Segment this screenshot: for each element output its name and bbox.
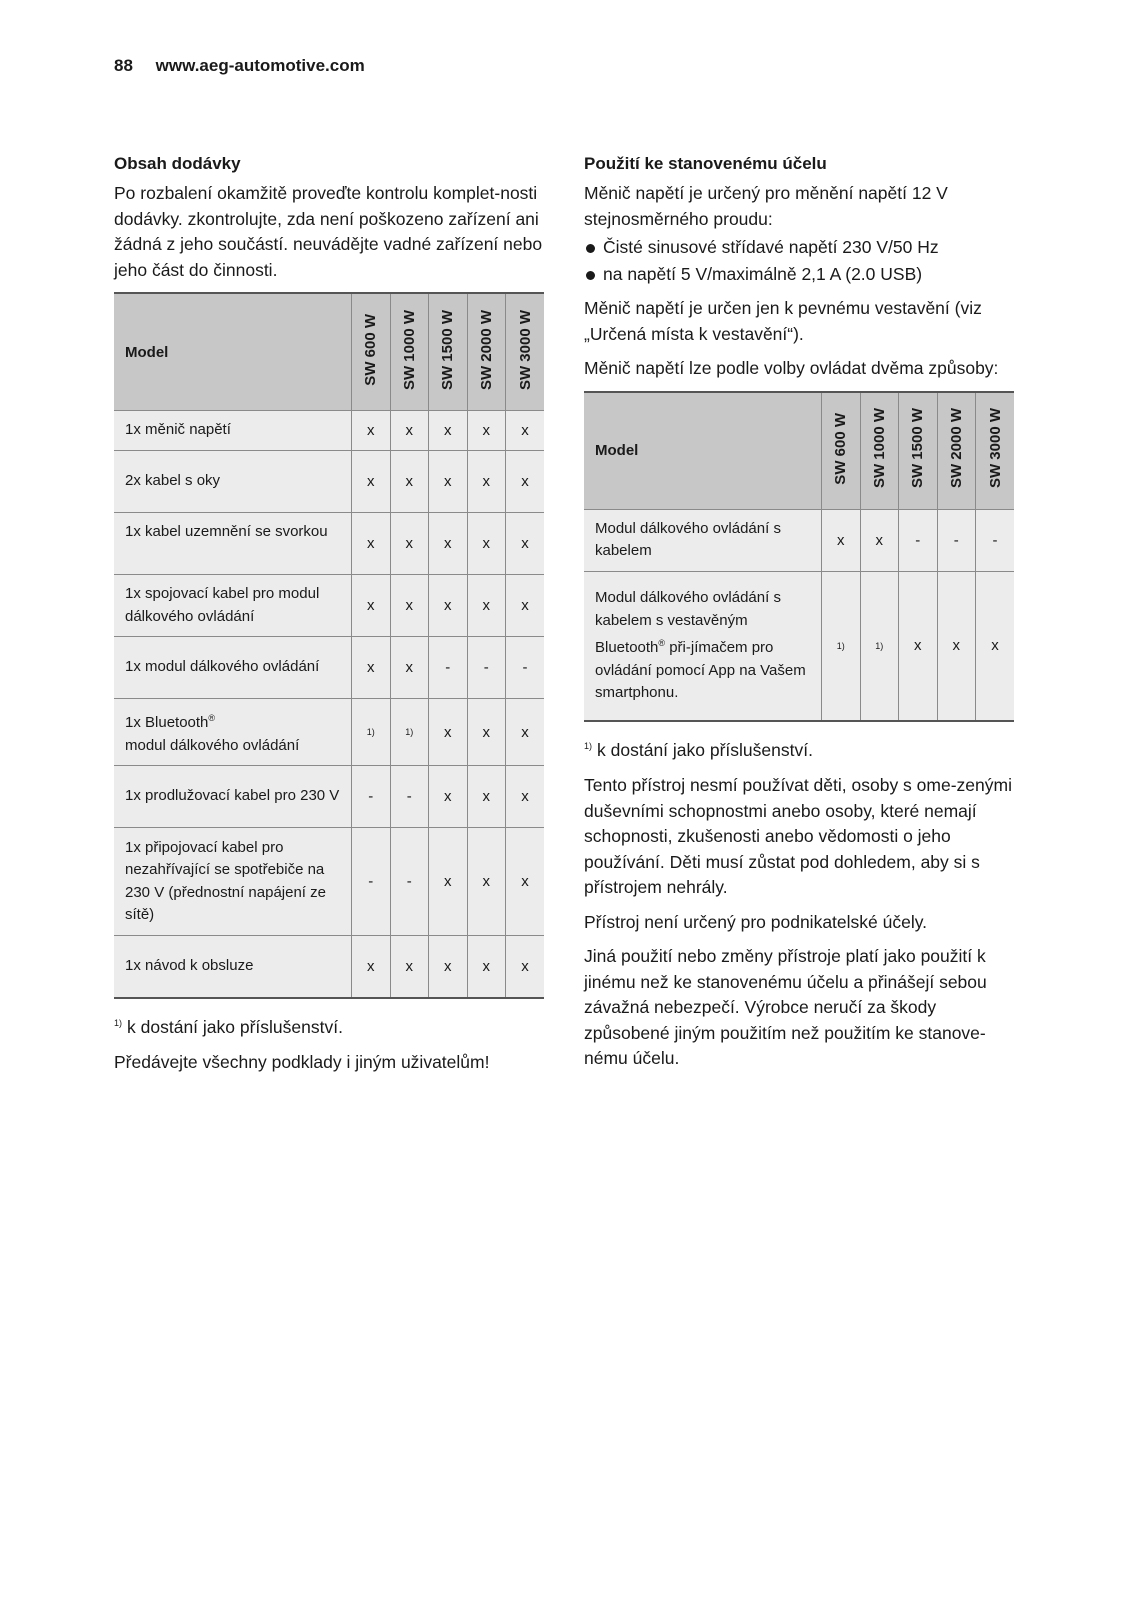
cell: x (467, 575, 506, 637)
table-row (114, 637, 544, 699)
cell: - (506, 637, 545, 699)
cell: x (429, 828, 468, 936)
cell: x (467, 699, 506, 766)
table-row (114, 575, 544, 637)
cell: x (429, 936, 468, 998)
list-item: Čisté sinusové střídavé napětí 230 V/50 Hz (584, 234, 1014, 261)
row-label: Modul dálkového ovládání s kabelem s vestavěným Bluetooth® při-jímačem pro ovládání pomocí App na Vašem smartphonu. (584, 571, 822, 721)
cell: - (937, 509, 976, 571)
cell: x (899, 571, 938, 721)
cell: x (429, 699, 468, 766)
cell: x (352, 575, 391, 637)
misuse-paragraph: Jiná použití nebo změny přístroje platí jako použití k jinému než ke stanovenému účelu a přinášejí sebou závažná nebezpečí. Výrobce neručí za škody způsobené jiným použitím než použitím ke stanove-nému účelu. (584, 946, 987, 1068)
row-label: Modul dálkového ovládání s kabelem (584, 509, 822, 571)
header-sw1500: SW 1500 W (899, 392, 938, 510)
table-header-row (584, 392, 1014, 510)
table-row (584, 571, 1014, 721)
cell: x (390, 575, 429, 637)
header-sw600: SW 600 W (352, 293, 391, 411)
cell: x (467, 828, 506, 936)
intended-use-p3: Měnič napětí lze podle volby ovládat dvěma způsoby: (584, 358, 999, 378)
cell: x (822, 509, 861, 571)
bullet-list (584, 234, 1014, 288)
row-label: 1x spojovací kabel pro modul dálkového ovládání (114, 575, 352, 637)
cell: 1) (352, 699, 391, 766)
intended-use-p1: Měnič napětí je určený pro měnění napětí 12 V stejnosměrného proudu: (584, 183, 948, 229)
header-sw600: SW 600 W (822, 392, 861, 510)
intended-use-p2: Měnič napětí je určen jen k pevnému vestavění (viz „Určená místa k vestavění“). (584, 298, 982, 344)
row-label: 1x prodlužovací kabel pro 230 V (114, 766, 352, 828)
cell: x (390, 637, 429, 699)
page-header (114, 56, 365, 76)
row-label: 1x kabel uzemnění se svorkou (114, 513, 352, 575)
table-row (114, 699, 544, 766)
header-sw2000: SW 2000 W (467, 293, 506, 411)
cell: - (429, 637, 468, 699)
cell: x (506, 936, 545, 998)
cell: x (352, 936, 391, 998)
header-sw3000: SW 3000 W (976, 392, 1015, 510)
control-modes-table (584, 391, 1014, 723)
cell: x (467, 451, 506, 513)
header-sw3000: SW 3000 W (506, 293, 545, 411)
section-heading-contents: Obsah dodávky (114, 154, 241, 173)
row-label: 2x kabel s oky (114, 451, 352, 513)
header-model: Model (114, 293, 352, 411)
cell: x (467, 936, 506, 998)
row-label: 1x Bluetooth® modul dálkového ovládání (114, 699, 352, 766)
cell: x (390, 411, 429, 451)
cell: x (429, 451, 468, 513)
cell: - (467, 637, 506, 699)
cell: x (429, 575, 468, 637)
section-heading-intended-use: Použití ke stanovenému účelu (584, 154, 827, 173)
table-row (114, 828, 544, 936)
cell: - (899, 509, 938, 571)
table-row (114, 513, 544, 575)
safety-paragraph: Tento přístroj nesmí používat děti, osoby s ome-zenými duševními schopnostmi anebo osoby, které nemají schopnosti, zkušenosti anebo vědomosti o jeho používání. Děti musí zůstat pod dohledem, aby si s přístrojem nehrály. (584, 775, 1012, 897)
commercial-use-note: Přístroj není určený pro podnikatelské účely. (584, 911, 928, 932)
cell: x (390, 513, 429, 575)
right-column (584, 152, 1014, 1081)
closing-note: Předávejte všechny podklady i jiným uživatelům! (114, 1051, 490, 1072)
cell: x (976, 571, 1015, 721)
table-header-row (114, 293, 544, 411)
cell: x (506, 699, 545, 766)
row-label: 1x návod k obsluze (114, 936, 352, 998)
contents-table (114, 292, 544, 999)
table-row (584, 509, 1014, 571)
cell: 1) (860, 571, 899, 721)
cell: - (352, 828, 391, 936)
cell: x (506, 451, 545, 513)
cell: 1) (822, 571, 861, 721)
cell: - (976, 509, 1015, 571)
cell: - (390, 828, 429, 936)
cell: x (429, 513, 468, 575)
cell: x (506, 766, 545, 828)
cell: x (860, 509, 899, 571)
footnote: $^{1)}$ k dostání jako příslušenství. (584, 740, 813, 760)
table-row (114, 411, 544, 451)
cell: - (352, 766, 391, 828)
header-sw2000: SW 2000 W (937, 392, 976, 510)
cell: x (352, 451, 391, 513)
cell: x (937, 571, 976, 721)
header-url: www.aeg-automotive.com (155, 56, 365, 75)
cell: x (352, 513, 391, 575)
cell: x (467, 411, 506, 451)
row-label: 1x připojovací kabel pro nezahřívající se spotřebiče na 230 V (přednostní napájení ze sítě) (114, 828, 352, 936)
cell: x (390, 451, 429, 513)
cell: x (390, 936, 429, 998)
header-sw1000: SW 1000 W (860, 392, 899, 510)
header-sw1500: SW 1500 W (429, 293, 468, 411)
cell: x (506, 411, 545, 451)
cell: x (467, 513, 506, 575)
cell: x (352, 411, 391, 451)
cell: x (506, 828, 545, 936)
list-item: na napětí 5 V/maximálně 2,1 A (2.0 USB) (584, 261, 1014, 288)
cell: x (506, 575, 545, 637)
table-row (114, 766, 544, 828)
cell: x (467, 766, 506, 828)
cell: 1) (390, 699, 429, 766)
row-label: 1x modul dálkového ovládání (114, 637, 352, 699)
left-column (114, 152, 544, 1084)
cell: x (352, 637, 391, 699)
cell: x (506, 513, 545, 575)
header-model: Model (584, 392, 822, 510)
row-label: 1x měnič napětí (114, 411, 352, 451)
footnote: $^{1)}$ k dostání jako příslušenství. (114, 1016, 343, 1037)
cell: x (429, 411, 468, 451)
cell: x (429, 766, 468, 828)
page-number: 88 (114, 56, 133, 75)
table-row (114, 451, 544, 513)
contents-intro: Po rozbalení okamžitě proveďte kontrolu komplet-nosti dodávky. zkontrolujte, zda není poškozeno zařízení ani žádná z jeho součástí. neuvádějte vadné zařízení nebo jeho část do činnosti. (114, 183, 543, 280)
table-row (114, 936, 544, 998)
header-sw1000: SW 1000 W (390, 293, 429, 411)
cell: - (390, 766, 429, 828)
